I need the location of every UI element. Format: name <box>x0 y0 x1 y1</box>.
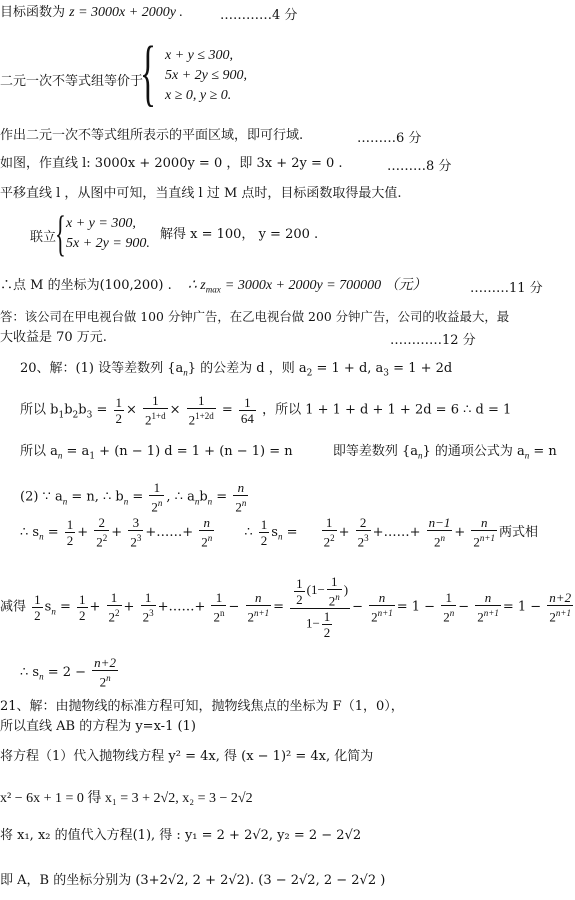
frac-termn: $\frac{n}{2^n}$ <box>201 515 213 550</box>
p2-a: (2) ∵ a <box>20 489 63 505</box>
frac-den: 2$^n$ <box>151 498 163 515</box>
score-12: …………12 分 <box>390 333 476 348</box>
q20-product-line: 所以 $b_1b_2b_3$ = $\frac{1}{2}$ × $\frac{1}{2^{1+d}}$ × $\frac{1}{2^{1+2d}}$ = $\frac{1}{64}$ ，所以 1 + 1 + d + 1 + 2d = 6 ∴ d = 1 <box>20 393 512 428</box>
solve-body <box>66 214 150 254</box>
frac-num: n+2 <box>94 655 116 671</box>
frac-s1: $\frac{1}{2}$ <box>79 591 86 623</box>
zmax-expr: = 3000x + 2000y = 700000 （元） <box>224 278 427 293</box>
frac-s8: $\frac{n}{2^{n+1}}$ <box>477 590 499 625</box>
exp1: 1+d <box>151 411 166 421</box>
sub-n: n <box>183 367 188 378</box>
minus-prefix: 减得 <box>0 599 27 615</box>
frac-num: n <box>233 480 248 496</box>
frac-h3: $\frac{n-1}{2^n}$ <box>428 515 451 550</box>
frac-h2: $\frac{2}{2^3}$ <box>357 515 369 550</box>
prod-suffix: ，所以 1 + 1 + d + 1 + 2d = 6 ∴ d = 1 <box>262 402 512 418</box>
zmax-z: ∴ z <box>187 278 206 293</box>
frac-s3: $\frac{1}{2^3}$ <box>142 590 154 625</box>
frac-num: 1 <box>115 394 122 410</box>
sub-n: n <box>62 496 68 507</box>
objective-expr: z = 3000x + 2000y . <box>69 5 183 20</box>
frac-s9: $\frac{n+2}{2^{n+1}}$ <box>549 590 572 625</box>
q20-head-b: } 的公差为 d ，则 a <box>187 361 307 376</box>
eq2: = 1 − <box>502 599 542 615</box>
p2-c: = <box>128 489 144 505</box>
frac-num: 1 <box>143 393 168 409</box>
an-a: 所以 a <box>20 444 58 459</box>
times-1: × <box>126 402 137 418</box>
q20-head-d: = 1 + 2d <box>389 361 453 376</box>
frac-exp1 <box>143 393 168 427</box>
q20-head-a: 20、解：(1) 设等差数列 {a <box>20 361 184 376</box>
result-prefix: ∴ s <box>20 665 40 680</box>
sub-n: n <box>123 496 129 507</box>
score-11: ………11 分 <box>470 281 543 296</box>
sub-3: 3 <box>383 368 390 379</box>
frac-result: $\frac{n+2}{2^n}$ <box>94 655 116 690</box>
q20-subtract: 减得 $\frac{1}{2}$ $s_n$ = $\frac{1}{2}$ + $\frac{1}{2^2}$ + $\frac{1}{2^3}$ +……+ $\frac{1}{2^n}$ − $\frac{n}{2^{n+1}}$ = $\frac{1}{2}$ (1− $\frac{1}{2^n}$ ) 1− $\frac{1}{2}$ − $\frac{n}{2^{n+1}}$ = 1 − $\frac{1}{2^n}$ − $\frac{n}{2^{n+1}}$ = 1 − $\frac{n+2}{2^{n+1}}$ <box>0 574 572 641</box>
q20-head-c: = 1 + d, a <box>312 361 384 376</box>
q20-head <box>20 360 452 383</box>
result-eq: = 2 − <box>43 665 87 680</box>
sub-2: 2 <box>306 368 313 379</box>
an-note-b: } 的通项公式为 a <box>422 444 525 459</box>
solve-brace: { <box>55 205 66 261</box>
score-6: ………6 分 <box>357 131 422 146</box>
prod-eq: = <box>92 402 112 418</box>
frac-den: 2 <box>115 410 122 426</box>
frac-s5: $\frac{n}{2^{n+1}}$ <box>247 590 270 625</box>
frac-num: 1 <box>239 395 256 411</box>
line-l-statement: 如图，作直线 l: 3000x + 2000y = 0 ，即 3x + 2y = 0 . <box>0 156 343 171</box>
frac-term1: $\frac{1}{2}$ <box>66 517 74 548</box>
eq1: = 1 − <box>396 599 436 615</box>
sub-n: n <box>57 450 63 461</box>
frac-s6: $\frac{n}{2^{n+1}}$ <box>371 590 393 625</box>
sub-n: n <box>207 496 213 507</box>
frac-den: 2$^n$ <box>235 498 247 515</box>
system1-brace: { <box>140 32 156 114</box>
frac-half-sn: $\frac{1}{2}$ <box>260 517 268 548</box>
q20-sn-series: ∴ $s_n$ = $\frac{1}{2}$ + $\frac{2}{2^2}$ + $\frac{3}{2^3}$ +……+ $\frac{n}{2^n}$ ∴ $\frac{1}{2}$ $s_n$ = $\frac{1}{2^2}$ + $\frac{2}{2^3}$ +……+ $\frac{n-1}{2^n}$ + $\frac{n}{2^{n+1}}$ 两式相 <box>20 515 538 550</box>
p2-e: b <box>199 489 208 505</box>
prod-prefix: 所以 b <box>20 402 59 418</box>
sub-n: n <box>417 450 423 461</box>
q21-line3: 将方程（1）代入抛物线方程 y² = 4x, 得 (x − 1)² = 4x, 化简为 <box>0 749 374 764</box>
frac-s-half: $\frac{1}{2}$ <box>34 591 41 623</box>
answer-line1: 答：该公司在甲电视台做 100 分钟广告，在乙电视台做 200 分钟广告，公司的收益最大，最 <box>0 309 510 324</box>
frac-num: n−1 <box>428 515 451 531</box>
system1-row2: 5x + 2y ≤ 900, <box>165 68 248 83</box>
an-b: = a <box>62 444 90 459</box>
frac-s2: $\frac{1}{2^2}$ <box>108 590 120 625</box>
q21-line4: x² − 6x + 1 = 0 得 x₁ = 3 + 2√2, x₂ = 3 − 2√2 <box>0 791 253 806</box>
times-2: × <box>169 402 181 418</box>
solve-result: 解得 x = 100， y = 200 . <box>160 227 319 242</box>
frac-anbn <box>233 480 248 514</box>
point-m-text: ∴点 M 的坐标为(100,200) . <box>0 278 172 293</box>
frac-num: n+2 <box>549 590 572 605</box>
frac-half <box>114 395 125 426</box>
frac-num: 1 <box>149 480 164 496</box>
q21-line2: 所以直线 AB 的方程为 y=x-1 (1) <box>0 719 196 734</box>
p2-d: , ∴ a <box>166 489 195 505</box>
solve-row1: x + y = 300, <box>66 216 136 231</box>
frac-s4: $\frac{1}{2^n}$ <box>213 590 225 625</box>
sub-n: n <box>524 450 530 461</box>
frac-h4: $\frac{n}{2^{n+1}}$ <box>473 515 495 550</box>
score-8: ………8 分 <box>387 159 452 174</box>
two-way-text: 两式相 <box>498 525 538 540</box>
frac-num: 1 <box>187 393 216 409</box>
q20-an-line: 所以 $a_n = a_1 + (n - 1) d = 1 + (n - 1) = n$ 即等差数列 $\{a_n\}$ 的通项公式为 $a_n = n$ <box>20 444 557 462</box>
an-c: + (n − 1) d = 1 + (n − 1) = n <box>95 444 293 459</box>
exp2: 1+2d <box>195 411 214 421</box>
sub-n: n <box>194 496 200 507</box>
score-4: …………4 分 <box>220 8 298 23</box>
frac-bn <box>149 480 164 514</box>
frac-den: $2^{1+d}$ <box>145 411 166 428</box>
solve-row2: 5x + 2y = 900. <box>66 236 150 251</box>
frac-s7: $\frac{1}{2^n}$ <box>443 590 455 625</box>
frac-den: 64 <box>240 410 254 426</box>
zmax-sub: max <box>205 284 221 295</box>
frac-64 <box>239 395 256 426</box>
q21-line1: 21、解：由抛物线的标准方程可知，抛物线焦点的坐标为 F（1，0）， <box>0 699 404 714</box>
q20-part2 <box>20 480 250 517</box>
solve-label: 联立 <box>30 230 57 245</box>
move-line: 平移直线 l ，从图中可知，当直线 l 过 M 点时，目标函数取得最大值. <box>0 186 402 201</box>
q21-line6: 即 A，B 的坐标分别为 (3+2√2, 2 + 2√2). (3 − 2√2, 2 − 2√2 ) <box>0 873 386 888</box>
q21-line5: 将 x₁, x₂ 的值代入方程(1), 得 : y₁ = 2 + 2√2, y₂ = 2 − 2√2 <box>0 828 362 843</box>
system1-row3: x ≥ 0, y ≥ 0. <box>165 88 232 103</box>
q20-final: ∴ $s_n = 2$ − $\frac{n+2}{2^n}$ <box>20 655 116 690</box>
an-note-c: = n <box>529 444 557 459</box>
frac-den: $2^{1+2d}$ <box>188 411 214 428</box>
frac-exp2 <box>187 393 216 427</box>
answer-line2: 大收益是 70 万元. <box>0 330 107 345</box>
objective-line <box>0 4 183 22</box>
system1-row1: x + y ≤ 300, <box>165 48 234 63</box>
an-note-a: 即等差数列 {a <box>332 444 418 459</box>
system1-label: 二元一次不等式组等价于 <box>0 74 144 89</box>
frac-h1: $\frac{1}{2^2}$ <box>323 515 335 550</box>
p2-b: = n, ∴ b <box>67 489 124 505</box>
frac-geo: $\frac{1}{2}$ (1− $\frac{1}{2^n}$ ) 1− $\frac{1}{2}$ <box>290 574 350 640</box>
p2-f: = <box>212 489 228 505</box>
system1-body <box>165 46 247 106</box>
point-m-line <box>0 277 427 299</box>
objective-prefix: 目标函数为 <box>0 5 66 20</box>
frac-term2: $\frac{2}{2^2}$ <box>96 515 108 550</box>
frac-term3: $\frac{3}{2^3}$ <box>130 515 142 550</box>
region-line: 作出二元一次不等式组所表示的平面区域，即可行域. <box>0 128 304 143</box>
